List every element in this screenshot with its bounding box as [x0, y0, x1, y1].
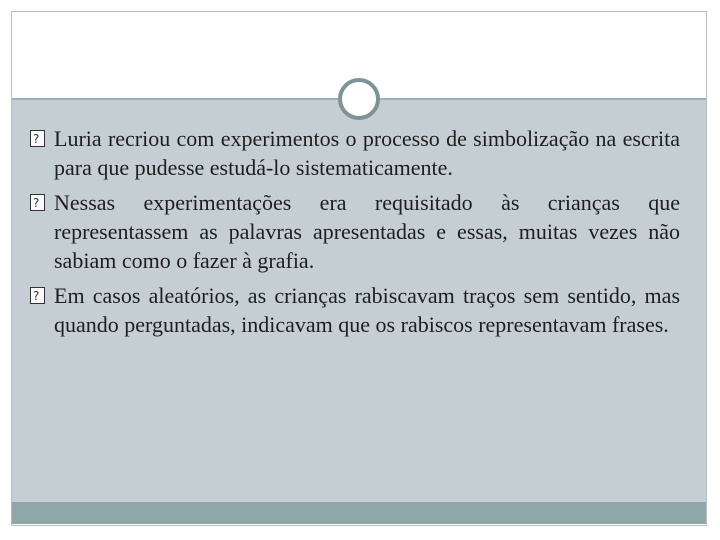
footer-bar: [12, 502, 706, 524]
bullet-text: Nessas experimentações era requisitado às crianças que representassem as palavras apresentadas e essas, muitas vezes não sabiam como o fazer à grafia.: [54, 190, 680, 273]
circle-ornament-icon: [338, 78, 380, 120]
bullet-item: [30, 188, 680, 275]
bullet-list: [30, 124, 680, 345]
missing-glyph-box-icon: [30, 287, 45, 304]
bullet-item: [30, 124, 680, 182]
bullet-text: Luria recriou com experimentos o processo de simbolização na escrita para que pudesse estudá-lo sistematicamente.: [54, 126, 680, 180]
missing-glyph-box-icon: [30, 130, 45, 147]
bullet-item: [30, 281, 680, 339]
missing-glyph-box-icon: [30, 194, 45, 211]
bullet-text: Em casos aleatórios, as crianças rabiscavam traços sem sentido, mas quando perguntadas, indicavam que os rabiscos representavam frases.: [54, 283, 680, 337]
